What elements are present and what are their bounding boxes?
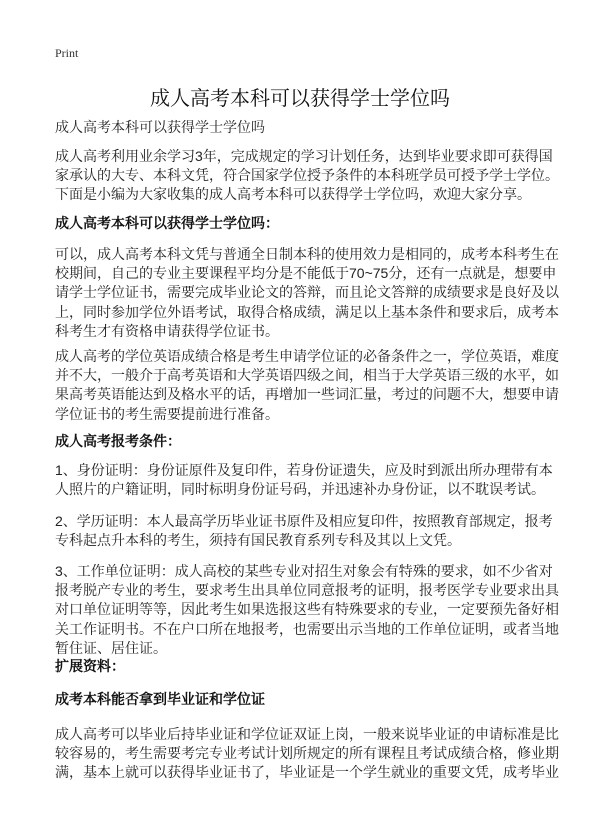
text-line: 上，同时参加学位外语考试，取得合格成绩，满足以上基本条件和要求后，成考本 bbox=[55, 303, 559, 320]
section-heading: 成人高考报考条件： bbox=[55, 433, 181, 449]
paragraph bbox=[55, 245, 559, 341]
text-line: 较容易的，考生需要考完专业考试计划所规定的所有课程且考试成绩合格，修业期 bbox=[55, 745, 559, 762]
text-line: 人照片的户籍证明，同时标明身份证号码，并迅速补办身份证，以不耽误考试。 bbox=[55, 481, 545, 498]
list-item bbox=[55, 461, 555, 499]
text-line: 2、学历证明：本人最高学历毕业证书原件及相应复印件，按照教育部规定，报考 bbox=[55, 513, 553, 529]
text-line: 对口单位证明等等，因此考生如果选报这些有特殊要求的专业，一定要预先备好相 bbox=[55, 601, 559, 618]
text-line: 家承认的大专、本科文凭，符合国家学位授予条件的本科班学员可授予学士学位。 bbox=[55, 167, 559, 184]
text-line: 请学士学位证书，需要完成毕业论文的答辩，而且论文答辩的成绩要求是良好及以 bbox=[55, 284, 559, 301]
text-line: 成人高考利用业余学习3年，完成规定的学习计划任务，达到毕业要求即可获得国 bbox=[55, 148, 553, 164]
paragraph bbox=[55, 725, 559, 783]
text-line: 关工作证明书。不在户口所在地报考，也需要出示当地的工作单位证明，或者当地 bbox=[55, 620, 559, 637]
text-line: 可以，成人高考本科文凭与普通全日制本科的使用效力是相同的，成考本科考生在 bbox=[55, 246, 559, 262]
text-line: 校期间，自己的专业主要课程平均分是不能低于70~75分，还有一点就是，想要申 bbox=[55, 265, 557, 282]
print-label[interactable]: Print bbox=[55, 46, 79, 60]
text-line: 学位证书的考生需要提前进行准备。 bbox=[55, 405, 279, 422]
text-line: 下面是小编为大家收集的成人高考本科可以获得学士学位吗，欢迎大家分享。 bbox=[55, 186, 531, 203]
list-item bbox=[55, 562, 559, 658]
text-line: 科考生才有资格申请获得学位证书。 bbox=[55, 322, 279, 339]
list-item bbox=[55, 512, 555, 550]
text-line: 专科起点升本科的考生，须持有国民教育系列专科及其以上文凭。 bbox=[55, 532, 461, 549]
text-line: 满，基本上就可以获得毕业证书了，毕业证是一个学生就业的重要文凭，成考毕业 bbox=[55, 764, 559, 781]
intro-paragraph bbox=[55, 147, 559, 205]
text-line: 暂住证、居住证。 bbox=[55, 639, 167, 656]
section-heading: 成人高考本科可以获得学士学位吗： bbox=[55, 215, 279, 231]
text-line: 3、工作单位证明：成人高校的某些专业对招生对象会有特殊的要求，如不少省对 bbox=[55, 563, 553, 579]
text-line: 果高考英语能达到及格水平的话，再增加一些词汇量，考过的问题不大，想要申请 bbox=[55, 386, 559, 403]
subtitle: 成人高考本科可以获得学士学位吗 bbox=[55, 119, 265, 135]
text-line: 成人高考的学位英语成绩合格是考生申请学位证的必备条件之一，学位英语，难度 bbox=[55, 348, 559, 364]
section-heading: 扩展资料： bbox=[55, 658, 125, 674]
page-title: 成人高考本科可以获得学士学位吗 bbox=[150, 88, 450, 110]
section-heading: 成考本科能否拿到毕业证和学位证 bbox=[55, 691, 265, 707]
paragraph bbox=[55, 347, 559, 424]
text-line: 成人高考可以毕业后持毕业证和学位证双证上岗，一般来说毕业证的申请标准是比 bbox=[55, 726, 559, 742]
text-line: 1、身份证明：身份证原件及复印件，若身份证遗失，应及时到派出所办理带有本 bbox=[55, 462, 553, 478]
text-line: 并不大，一般介于高考英语和大学英语四级之间，相当于大学英语三级的水平，如 bbox=[55, 367, 559, 384]
text-line: 报考脱产专业的考生，要求考生出具单位同意报考的证明，报考医学专业要求出具 bbox=[55, 582, 559, 599]
